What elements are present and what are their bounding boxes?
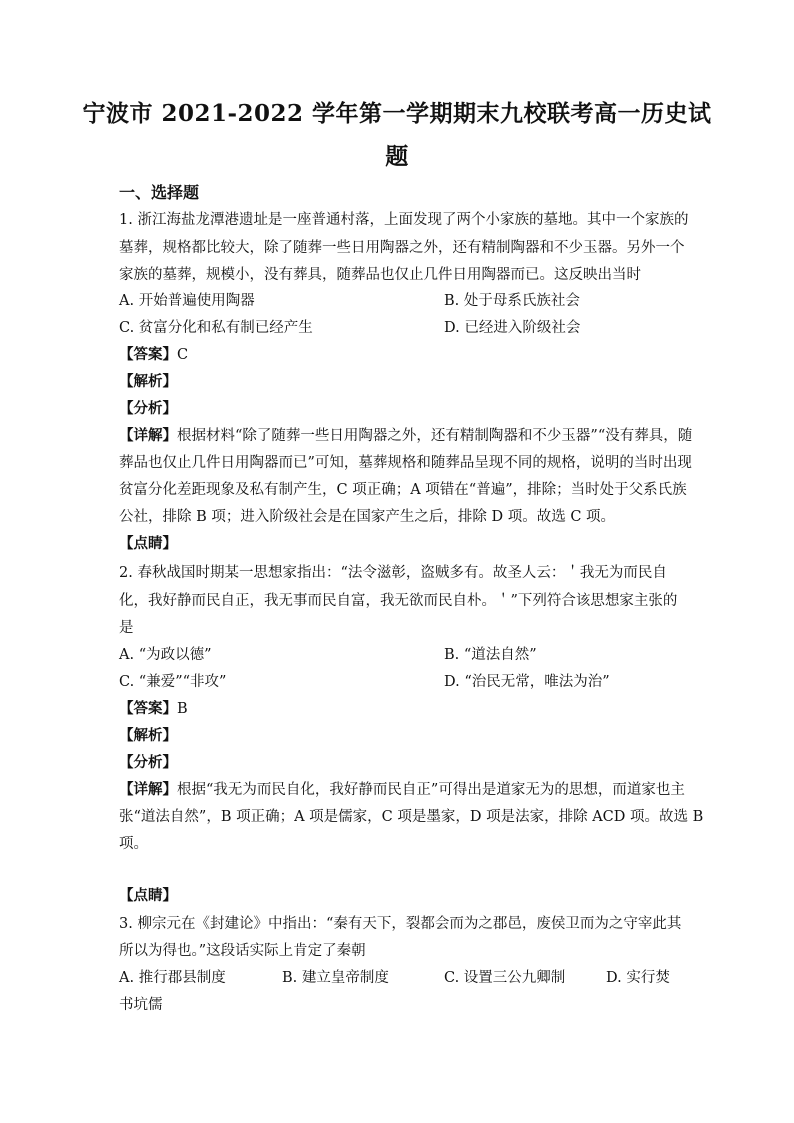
- q2-fenxi-tag: 【分析】: [119, 754, 177, 771]
- q2-stem-line: 是: [119, 620, 134, 636]
- answer-value: B: [177, 701, 188, 717]
- q1-fenxi-tag: 【分析】: [119, 400, 177, 417]
- q3-option-d-continued: 书坑儒: [119, 997, 163, 1013]
- answer-tag: 【答案】: [119, 346, 177, 363]
- page-title: 宁波市 2021-2022 学年第一学期期末九校联考高一历史试: [82, 100, 712, 127]
- q3-stem-line: 3. 柳宗元在《封建论》中指出：“秦有天下，裂都会而为之郡邑，废侯卫而为之守宰此其: [119, 916, 682, 932]
- q3-option-d: D. 实行焚: [606, 970, 670, 986]
- section-heading: 一、选择题: [119, 183, 200, 202]
- q1-stem-line: 墓葬，规格都比较大，除了随葬一些日用陶器之外，还有精制陶器和不少玉器。另外一个: [119, 240, 685, 256]
- q2-option-c: C. “兼爱”“非攻”: [119, 674, 227, 690]
- q2-dianjing-tag: 【点睛】: [119, 887, 177, 904]
- detail-text: 根据材料“除了随葬一些日用陶器之外，还有精制陶器和不少玉器”“没有葬具，随: [177, 428, 693, 444]
- q3-option-a: A. 推行郡县制度: [119, 970, 226, 986]
- q1-option-b: B. 处于母系氏族社会: [444, 293, 580, 309]
- detail-tag: 【详解】: [119, 427, 177, 444]
- detail-text: 根据“我无为而民自化，我好静而民自正”可得出是道家无为的思想，而道家也主: [177, 782, 685, 798]
- q2-answer: [119, 699, 679, 719]
- q1-detail-line: 贫富分化差距现象及私有制产生，C 项正确；A 项错在“普遍”，排除；当时处于父系氏族: [119, 482, 687, 498]
- q1-option-d: D. 已经进入阶级社会: [444, 320, 581, 336]
- q2-stem-line: 化，我好静而民自正，我无事而民自富，我无欲而民自朴。＇”下列符合该思想家主张的: [119, 593, 678, 609]
- detail-tag: 【详解】: [119, 781, 177, 798]
- answer-value: C: [177, 347, 189, 363]
- q1-option-a: A. 开始普遍使用陶器: [119, 293, 255, 309]
- q3-option-b: B. 建立皇帝制度: [282, 970, 389, 986]
- q3-option-c: C. 设置三公九卿制: [444, 970, 566, 986]
- q2-option-d: D. “治民无常，唯法为治”: [444, 674, 610, 690]
- q1-answer: [119, 345, 679, 365]
- q1-stem-line: 家族的墓葬，规模小，没有葬具，随葬品也仅止几件日用陶器而已。这反映出当时: [119, 267, 641, 283]
- q1-detail-line: 葬品也仅止几件日用陶器而已”可知，墓葬规格和随葬品呈现不同的规格，说明的当时出现: [119, 455, 692, 471]
- q2-option-a: A. “为政以德”: [119, 647, 212, 663]
- page-title-continued: 题: [385, 143, 409, 170]
- q2-jiexi-tag: 【解析】: [119, 727, 177, 744]
- q2-detail-line: 张“道法自然”，B 项正确；A 项是儒家，C 项是墨家，D 项是法家，排除 ACD 项。故选 B: [119, 809, 704, 825]
- q1-jiexi-tag: 【解析】: [119, 373, 177, 390]
- q2-detail-line: 项。: [119, 836, 148, 852]
- q1-option-c: C. 贫富分化和私有制已经产生: [119, 320, 313, 336]
- q1-detail-line: [119, 426, 693, 446]
- q3-stem-line: 所以为得也。”这段话实际上肯定了秦朝: [119, 943, 366, 959]
- q2-stem-line: 2. 春秋战国时期某一思想家指出：“法令滋彰，盗贼多有。故圣人云：＇我无为而民自: [119, 565, 667, 581]
- q1-stem-line: 1. 浙江海盐龙潭港遗址是一座普通村落，上面发现了两个小家族的墓地。其中一个家族的: [119, 212, 689, 228]
- q1-dianjing-tag: 【点睛】: [119, 535, 177, 552]
- q2-option-b: B. “道法自然”: [444, 647, 537, 663]
- q2-detail-line: [119, 780, 685, 800]
- q1-detail-line: 公社，排除 B 项；进入阶级社会是在国家产生之后，排除 D 项。故选 C 项。: [119, 509, 616, 525]
- answer-tag: 【答案】: [119, 700, 177, 717]
